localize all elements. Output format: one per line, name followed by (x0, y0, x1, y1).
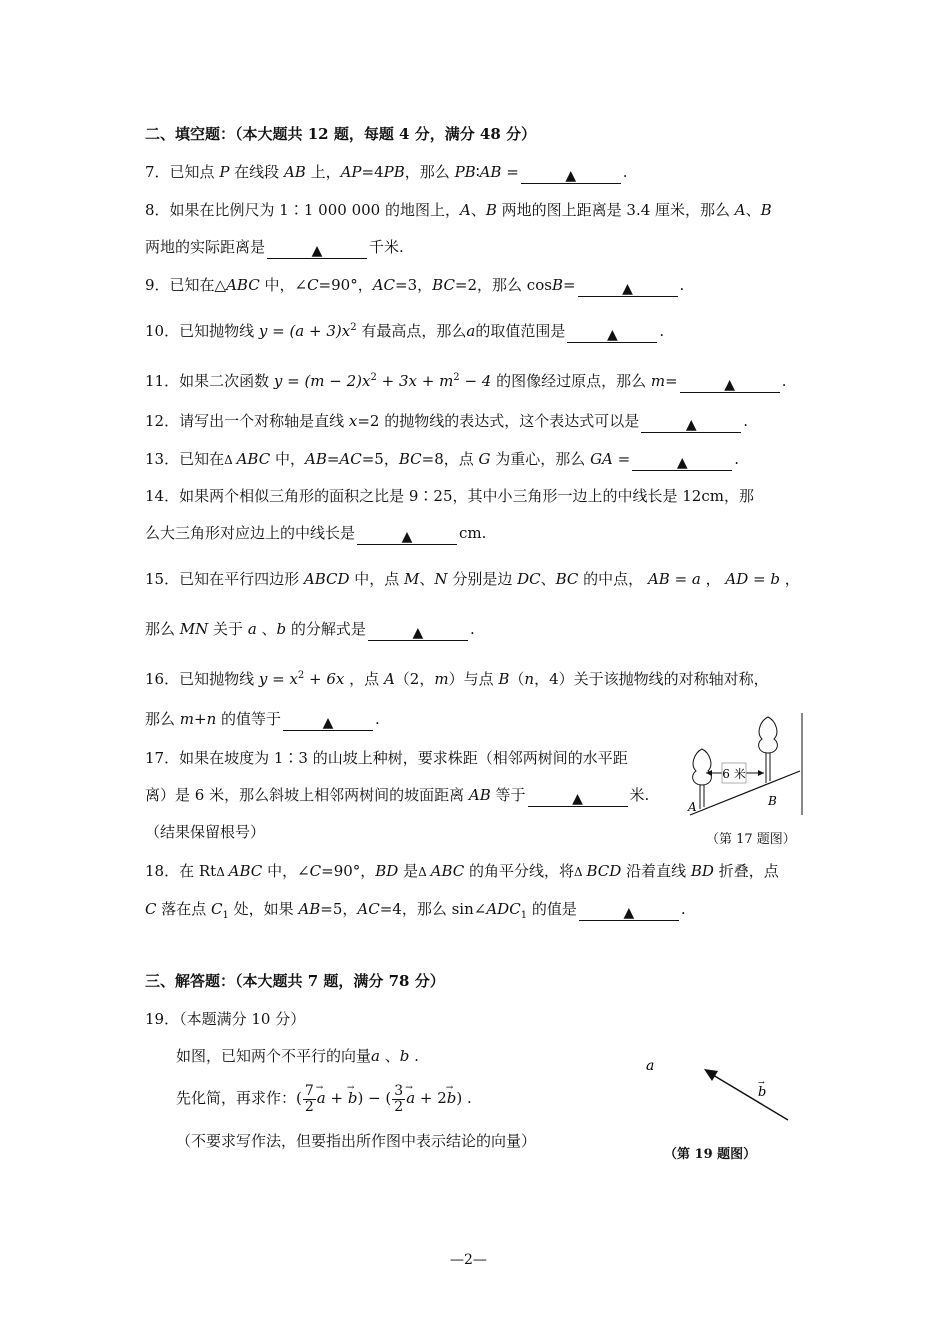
arrow-head-left-icon (706, 770, 712, 776)
question-14-line-1: 14．如果两个相似三角形的面积之比是 9∶25，其中小三角形一边上的中线长是 12cm，那 (145, 487, 754, 505)
answer-blank-16[interactable]: ▲ (283, 712, 373, 731)
answer-blank-14[interactable]: ▲ (357, 526, 457, 545)
question-15-line-1: 15．已知在平行四边形 ABCD 中，点 M、N 分别是边 DC、BC 的中点， AB = a ， AD = b ， (145, 570, 800, 588)
question-8-line-1: 8．如果在比例尺为 1∶1 000 000 的地图上，A、B 两地的图上距离是 3.4 厘米，那么 A、B (145, 201, 772, 219)
answer-blank-15[interactable]: ▲ (368, 622, 468, 641)
question-15-line-2: 那么 MN 关于 a 、b 的分解式是 ▲ . (145, 620, 475, 641)
figure-17 (682, 713, 812, 818)
fraction-7-2: $\frac{7}{2}$ (304, 1082, 314, 1115)
vector-b-label: b (758, 1085, 767, 1100)
vector-arrow-icon: → (758, 1078, 765, 1087)
section-3-header: 三、解答题：（本大题共 7 题，满分 78 分） (145, 972, 445, 990)
question-19-line-1: 如图，已知两个不平行的向量a 、b . (176, 1047, 419, 1065)
question-11: 11．如果二次函数 $y = (m - 2)x^2 + 3x + m^2 - 4$ 的图像经过原点，那么 m= ▲ . (145, 372, 787, 393)
question-17-line-2: 离）是 6 米，那么斜坡上相邻两树间的坡面距离 AB 等于 ▲ 米. (145, 786, 650, 807)
vector-a-label: a (646, 1058, 655, 1074)
point-b-label: B (768, 794, 777, 808)
answer-blank-9[interactable]: ▲ (578, 278, 678, 297)
question-16-line-2: 那么 m+n 的值等于 ▲ . (145, 710, 380, 731)
question-14-line-2: 么大三角形对应边上的中线长是 ▲ cm. (145, 524, 487, 545)
answer-blank-17[interactable]: ▲ (528, 788, 628, 807)
question-12: 12．请写出一个对称轴是直线 x=2 的抛物线的表达式，这个表达式可以是 ▲ . (145, 412, 748, 433)
question-13: 13．已知在Δ ABC 中，AB=AC=5，BC=8，点 G 为重心，那么 GA = ▲ . (145, 450, 740, 471)
question-19-line-3: （不要求写作法，但要指出所作图中表示结论的向量） (176, 1132, 537, 1150)
answer-blank-18[interactable]: ▲ (579, 902, 679, 921)
distance-label: 6 米 (722, 767, 746, 781)
question-19-title: 19．（本题满分 10 分） (145, 1010, 306, 1028)
question-17-line-1: 17．如果在坡度为 1∶3 的山坡上种树，要求株距（相邻两树间的水平距 (145, 749, 628, 767)
question-16-line-1: 16．已知抛物线 $y = x^2 + 6x$ ，点 A（2，m）与点 B（n，4）关于该抛物线的对称轴对称， (145, 670, 769, 688)
answer-mark: ▲ (565, 168, 577, 184)
question-18-line-1: 18．在 RtΔ ABC 中，∠C=90°，BD 是Δ ABC 的角平分线，将Δ BCD 沿着直线 BD 折叠，点 (145, 862, 779, 880)
answer-blank-8[interactable]: ▲ (267, 240, 367, 259)
figure-19-caption: （第 19 题图） (664, 1147, 757, 1162)
figure-17-caption: （第 17 题图） (706, 832, 796, 847)
question-7: 7．已知点 P 在线段 AB 上，AP=4PB，那么 PB∶AB = ▲ . (145, 163, 628, 184)
question-8-line-2: 两地的实际距离是 ▲ 千米. (145, 238, 404, 259)
question-17-line-3: （结果保留根号） (145, 823, 266, 841)
answer-blank-7[interactable] (521, 165, 621, 184)
arrow-head-right-icon (758, 770, 764, 776)
fraction-3-2: $\frac{3}{2}$ (394, 1082, 404, 1115)
figure-19 (640, 1052, 800, 1132)
page-number: —2— (450, 1252, 487, 1268)
vector-b-line (708, 1072, 788, 1120)
answer-blank-11[interactable]: ▲ (680, 374, 780, 393)
point-a-label: A (688, 800, 697, 814)
question-9: 9．已知在△ABC 中，∠C=90°，AC=3，BC=2，那么 cosB= ▲ . (145, 276, 685, 297)
section-2-header: 二、填空题：（本大题共 12 题，每题 4 分，满分 48 分） (145, 125, 537, 143)
question-19-line-2: 先化简，再求作：( $\frac{7}{2}$ → a + → b) − ( $\frac{3}{2}$ → a + 2→ b) . (176, 1078, 472, 1118)
question-10: 10．已知抛物线 $y = (a + 3)x^2$ 有最高点，那么a的取值范围是 ▲ . (145, 322, 665, 343)
vector-b-arrowhead-icon (704, 1069, 718, 1081)
answer-blank-13[interactable]: ▲ (632, 452, 732, 471)
question-18-line-2: C 落在点 $C_1$ 处，如果 AB=5，AC=4，那么 $\sin\angle ADC_1$ 的值是 ▲ . (145, 900, 686, 921)
answer-blank-12[interactable]: ▲ (641, 414, 741, 433)
answer-blank-10[interactable]: ▲ (567, 324, 657, 343)
